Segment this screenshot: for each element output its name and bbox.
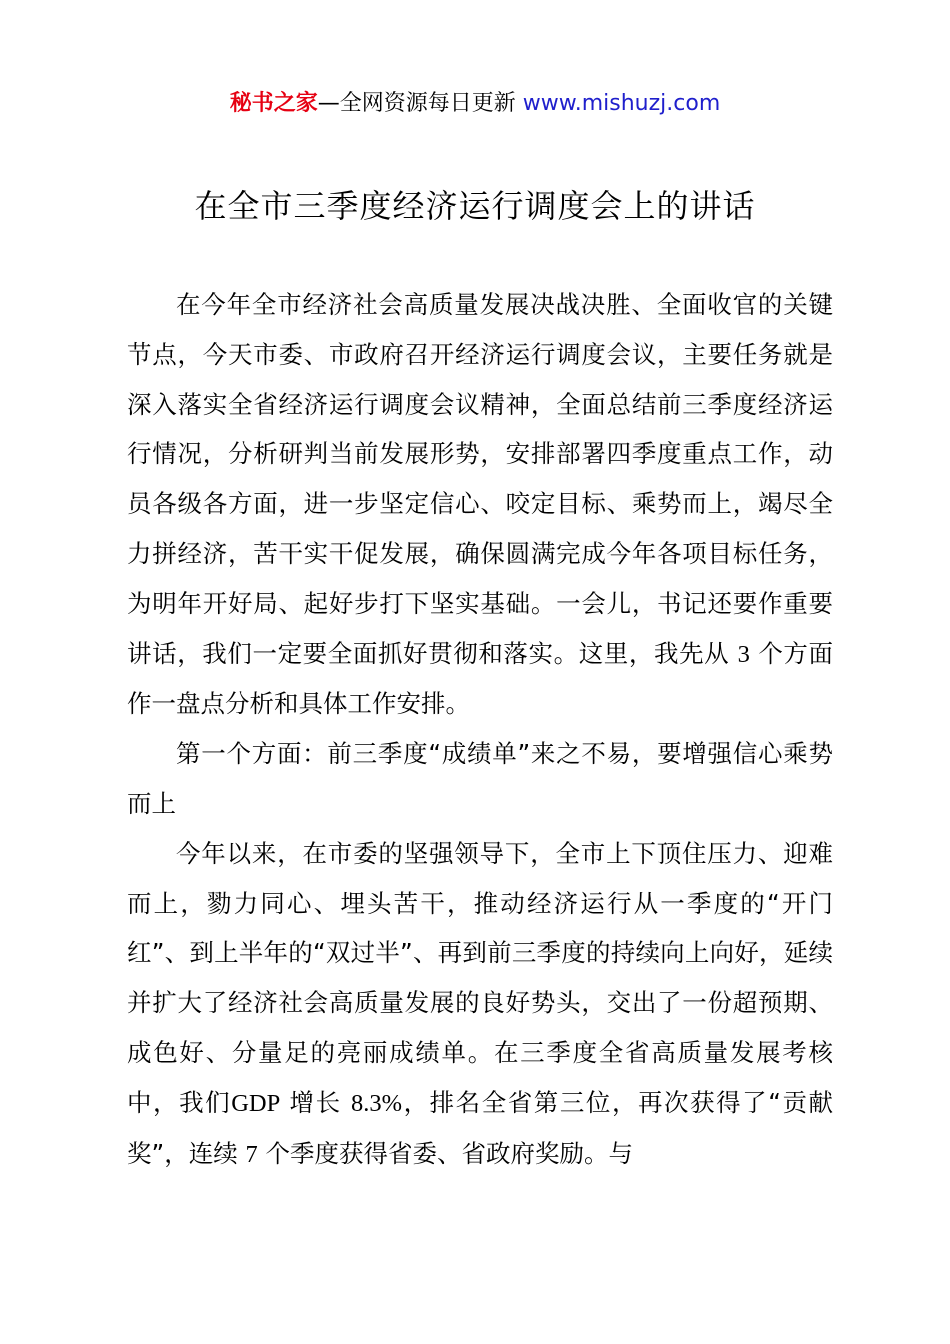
- paragraph-number: GDP: [231, 1089, 281, 1117]
- paragraph-intro: [127, 280, 833, 729]
- paragraph-text: 增长: [289, 1087, 342, 1117]
- site-url-link[interactable]: www.mishuzj.com: [522, 91, 721, 116]
- paragraph-text: 个方面作一盘点分析和具体工作安排。: [127, 638, 834, 719]
- paragraph-text: 个季度获得省委、省政府奖励。与: [265, 1138, 634, 1168]
- site-header: [0, 88, 950, 120]
- document-body: [127, 280, 833, 1179]
- paragraph-text: 今年以来，在市委的坚强领导下，全市上下顶住压力、迎难而上，勠力同心、埋头苦干，推动经济运行从一季度的“开门红”、到上半年的“双过半”、再到前三季度的持续向上向好，延续并扩大了经济社会高质量发展的良好势头，交出了一份超预期、成色好、分量足的亮丽成绩单。在三季度全省高质量发展考核中，我们: [127, 838, 833, 1117]
- paragraph-text: 在今年全市经济社会高质量发展决战决胜、全面收官的关键节点，今天市委、市政府召开经济运行调度会议，主要任务就是深入落实全省经济运行调度会议精神，全面总结前三季度经济运行情况，分析研判当前发展形势，安排部署四季度重点工作，动员各级各方面，进一步坚定信心、咬定目标、乘势而上，竭尽全力拼经济，苦干实干促发展，确保圆满完成今年各项目标任务，为明年开好局、起好步打下坚实基础。一会儿，书记还要作重要讲话，我们一定要全面抓好贯彻和落实。这里，我先从: [127, 290, 833, 668]
- paragraph-number: 7: [245, 1140, 258, 1168]
- paragraph-text: ，排名全省第三位，再次获得了“贡献奖”，连续: [127, 1087, 833, 1168]
- brand-name: 秘书之家: [229, 91, 318, 116]
- header-tagline: —全网资源每日更新: [317, 91, 516, 116]
- paragraph-number: 8.3%: [350, 1089, 403, 1117]
- paragraph-performance: [127, 829, 833, 1180]
- section-heading-text: 第一个方面：前三季度“成绩单”来之不易，要增强信心乘势而上: [127, 739, 833, 818]
- paragraph-section-heading: [127, 729, 833, 829]
- document-title: 在全市三季度经济运行调度会上的讲话: [194, 187, 756, 225]
- paragraph-number: 3: [737, 640, 750, 668]
